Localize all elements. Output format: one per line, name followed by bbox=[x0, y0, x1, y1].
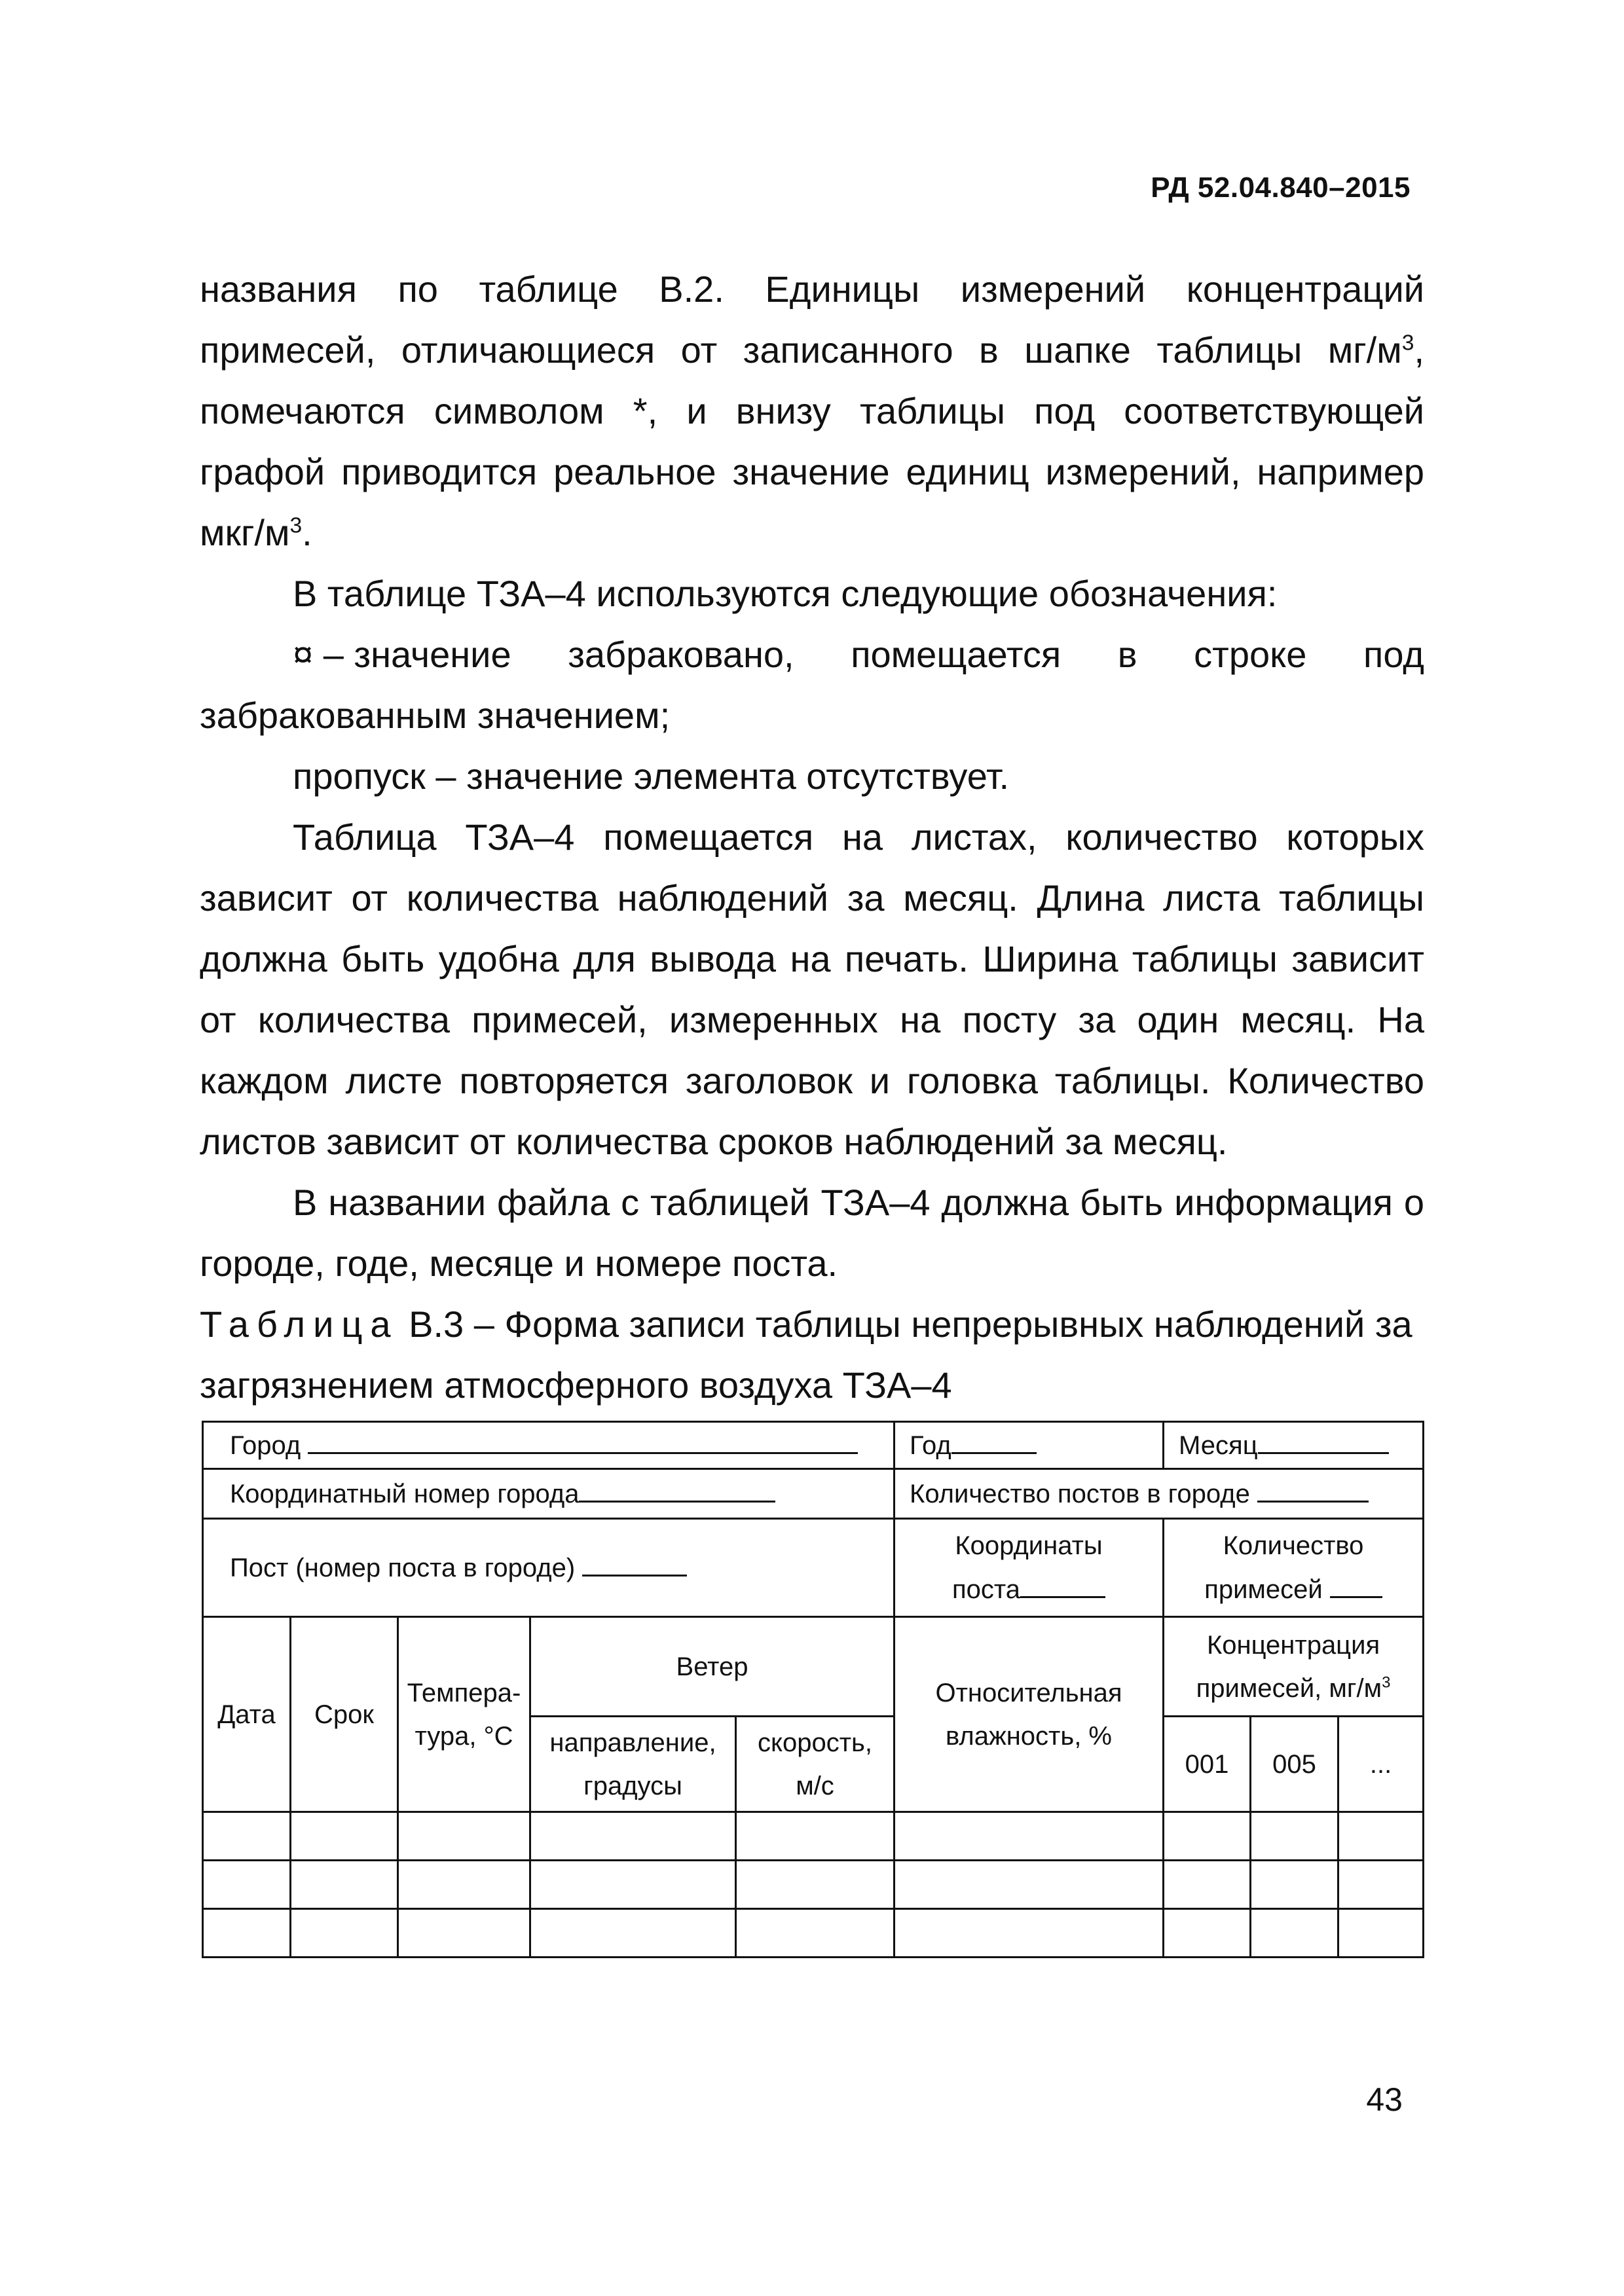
col-header-wind-speed: скорость, м/с bbox=[736, 1717, 895, 1812]
col-header-impurity-005: 005 bbox=[1251, 1717, 1338, 1812]
year-blank bbox=[951, 1423, 1037, 1454]
city-code-field: Координатный номер города bbox=[203, 1469, 895, 1519]
city-field: Город bbox=[203, 1422, 895, 1469]
col-header-concentration: Концентрация примесей, $мг/м^3$ bbox=[1164, 1617, 1424, 1717]
paragraph-units: названия по таблице В.2. Единицы измерений концентраций примесей, отличающиеся от записанного в шапке таблицы $мг/м^3$, помечаются символом *, и внизу таблицы под соответствующей графой приводится реальное значение единиц измерений, например мкг/$м^3$. bbox=[200, 268, 1424, 553]
table-row bbox=[203, 1812, 1424, 1861]
body-text bbox=[200, 259, 1424, 1415]
col-header-date: Дата bbox=[203, 1617, 291, 1812]
col-header-wind-direction: направление, градусы bbox=[530, 1717, 736, 1812]
year-field: Год bbox=[895, 1422, 1164, 1469]
city-blank bbox=[308, 1423, 858, 1454]
posts-count-blank bbox=[1257, 1472, 1369, 1503]
impurities-count-field: Количество примесей bbox=[1164, 1519, 1424, 1617]
legend-missing: пропуск – значение элемента отсутствует. bbox=[293, 756, 1010, 797]
table-row bbox=[203, 1909, 1424, 1958]
col-header-wind: Ветер bbox=[530, 1617, 895, 1717]
document-code: РД 52.04.840–2015 bbox=[1151, 172, 1411, 204]
table-caption: Таблица В.3 – Форма записи таблицы непрерывных наблюдений за загрязнением атмосферного воздуха ТЗА–4 bbox=[200, 1303, 1412, 1406]
col-header-temperature: Темпера- тура, °С bbox=[398, 1617, 530, 1812]
month-blank bbox=[1258, 1423, 1389, 1454]
col-header-time: Срок bbox=[291, 1617, 398, 1812]
month-field: Месяц bbox=[1164, 1422, 1424, 1469]
post-field: Пост (номер поста в городе) bbox=[203, 1519, 895, 1617]
post-coords-field: Координаты поста bbox=[895, 1519, 1164, 1617]
post-blank bbox=[582, 1546, 687, 1576]
posts-count-field: Количество постов в городе bbox=[895, 1469, 1424, 1519]
page-number: 43 bbox=[1366, 2081, 1403, 2118]
col-header-impurity-more: ... bbox=[1338, 1717, 1424, 1812]
city-code-blank bbox=[579, 1472, 775, 1503]
legend-rejected-continuation: забракованным значением; bbox=[200, 695, 671, 736]
paragraph-sheets: Таблица ТЗА–4 помещается на листах, количество которых зависит от количества наблюдений за месяц. Длина листа таблицы должна быть удобна для вывода на печать. Ширина таблицы зависит от количества примесей, измеренных на посту за один месяц. На каждом листе повторяется заголовок и головка таблицы. Количество листов зависит от количества сроков наблюдений за месяц. bbox=[200, 816, 1424, 1162]
post-coords-blank bbox=[1020, 1567, 1105, 1598]
col-header-impurity-001: 001 bbox=[1164, 1717, 1251, 1812]
impurities-count-blank bbox=[1330, 1567, 1382, 1598]
tza4-form-table bbox=[202, 1421, 1424, 1958]
paragraph-filename: В названии файла с таблицей ТЗА–4 должна быть информация о городе, годе, месяце и номере поста. bbox=[200, 1182, 1424, 1284]
legend-rejected-line: ¤ – значение забраковано, помещается в строке под bbox=[293, 634, 1424, 675]
paragraph-notation-intro: В таблице ТЗА–4 используются следующие обозначения: bbox=[293, 573, 1278, 614]
table-row bbox=[203, 1861, 1424, 1909]
col-header-humidity: Относительная влажность, % bbox=[895, 1617, 1164, 1812]
